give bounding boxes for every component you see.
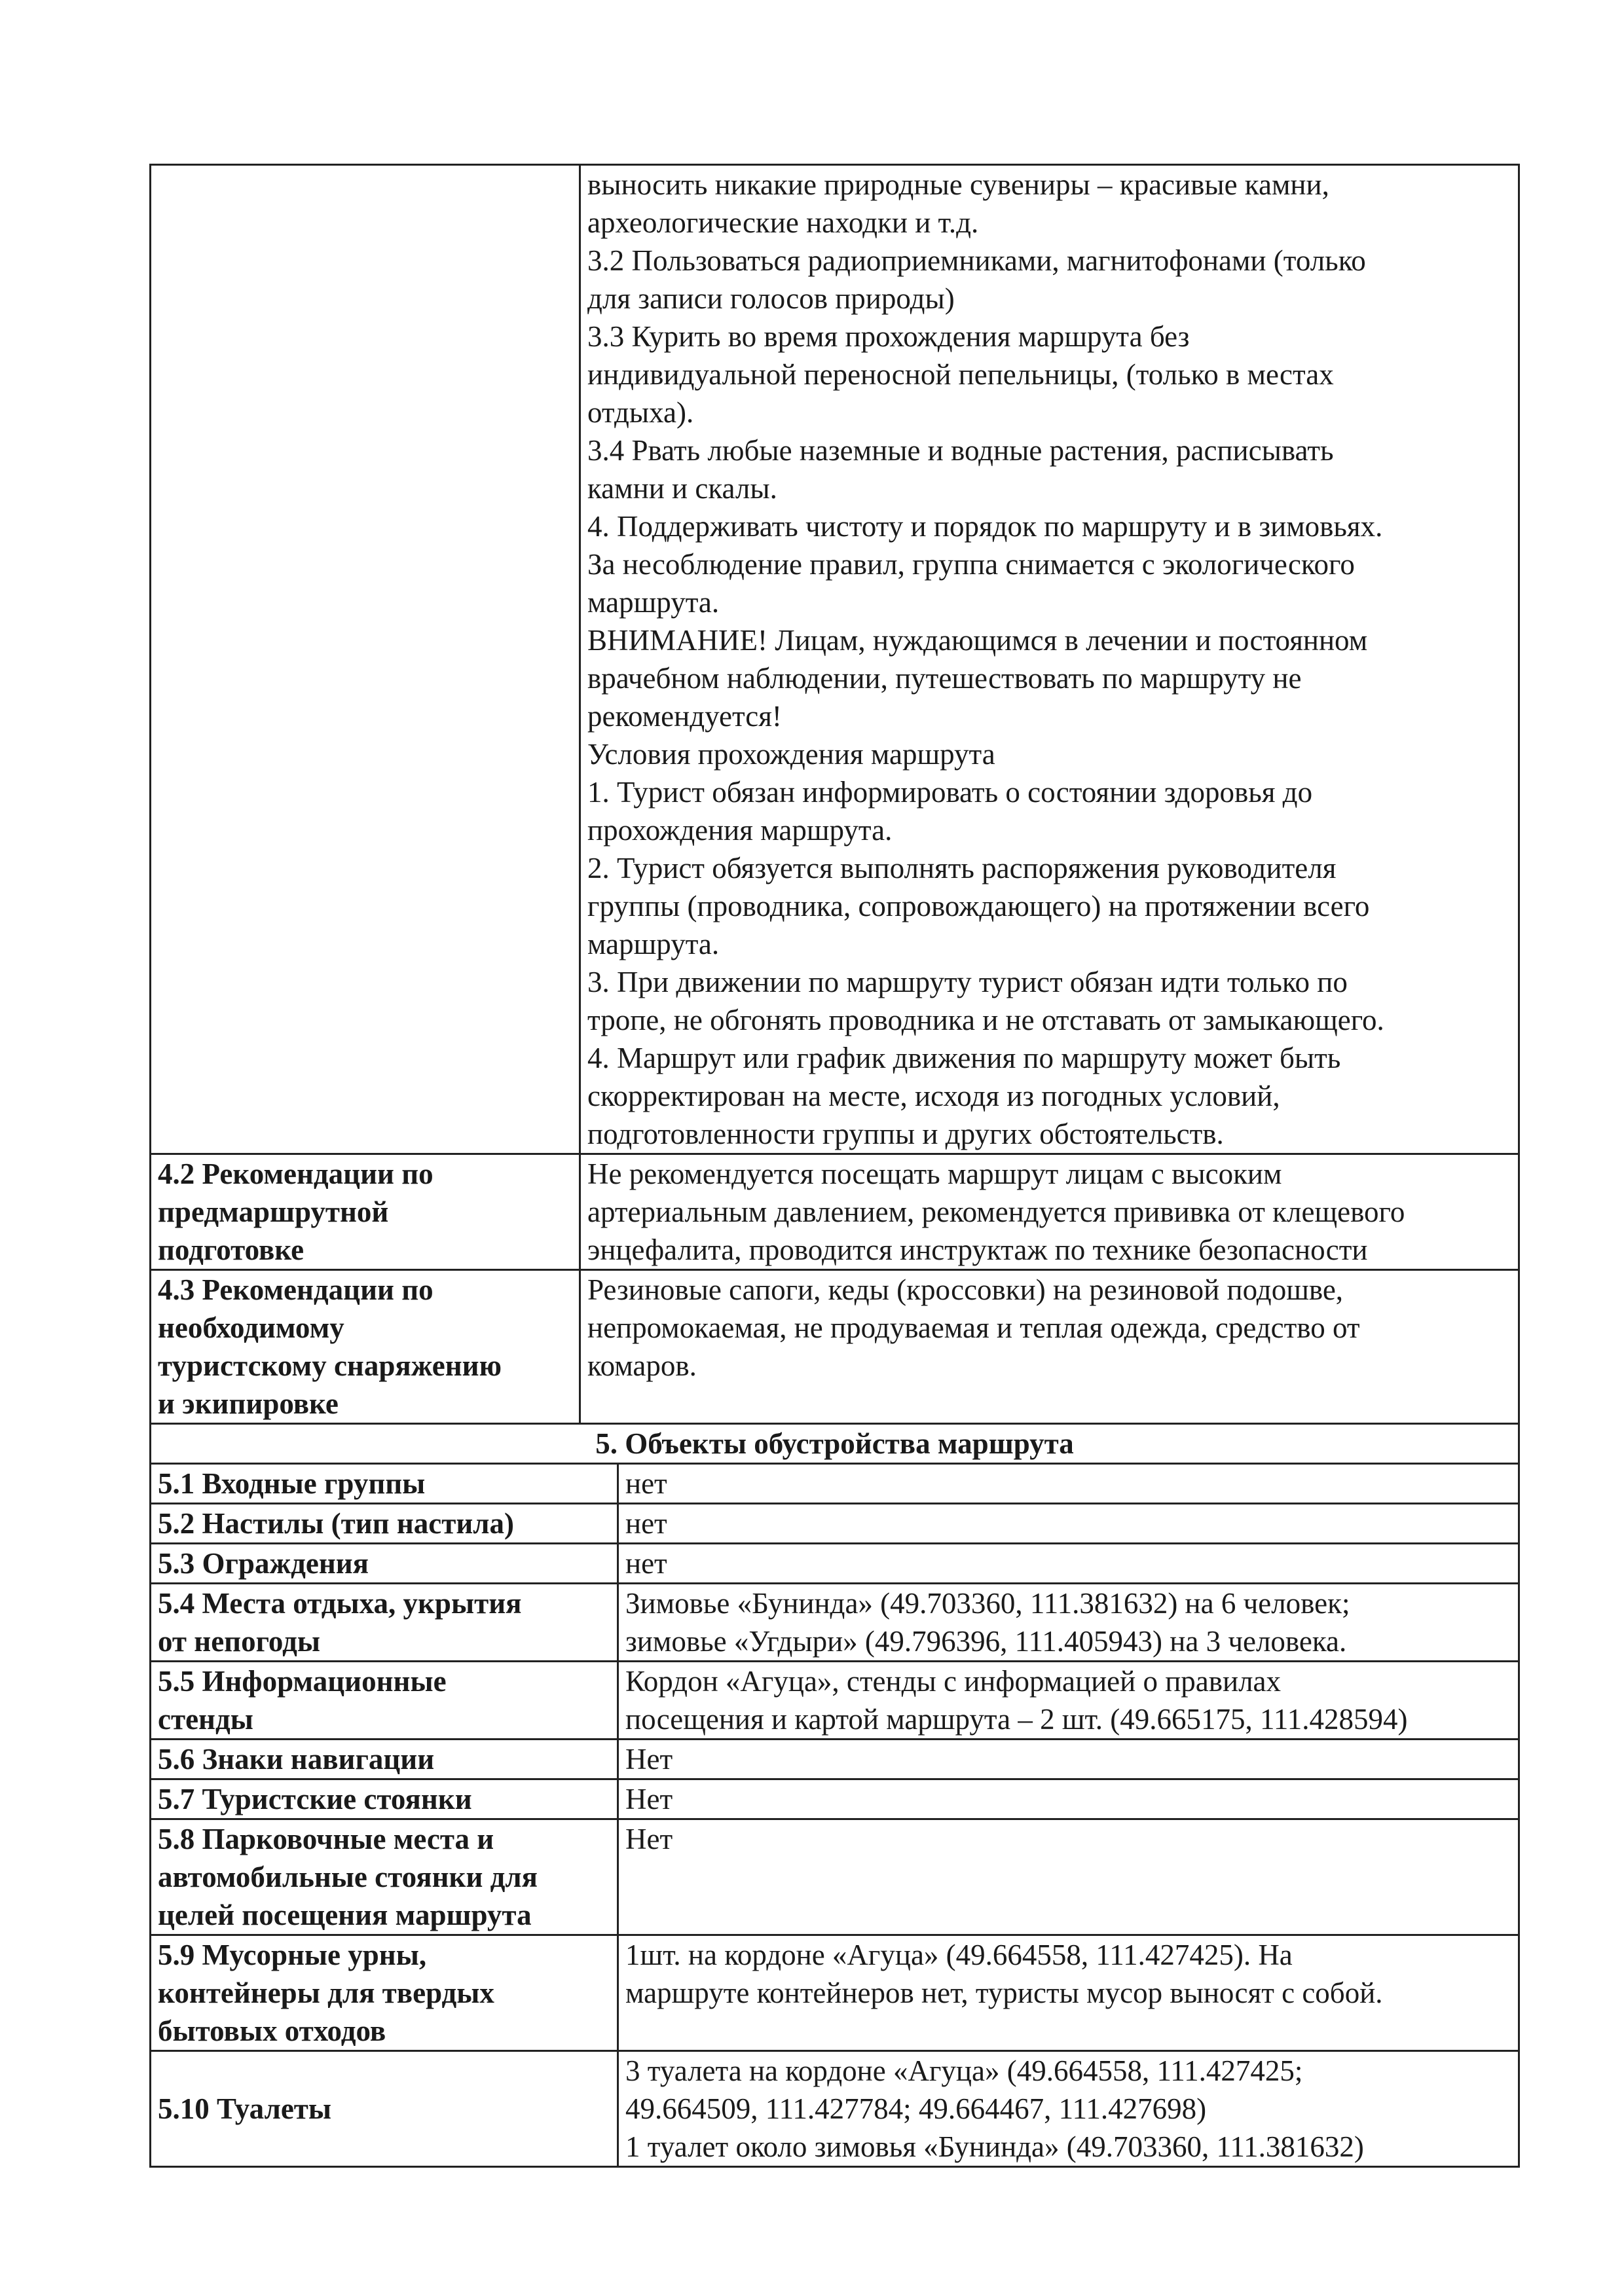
row-value-line: комаров. [587,1349,697,1382]
rules-text-line: подготовленности группы и других обстоятельств. [587,1118,1224,1150]
section5-row-label [151,1662,618,1740]
section5-row [151,1935,1519,2051]
row-label-line: 5.1 Входные группы [158,1467,426,1500]
rules-text-line: За несоблюдение правил, группа снимается с экологического [587,548,1355,581]
rules-text-line: прохождения маршрута. [587,814,893,847]
row-value-line: Нет [625,1743,673,1776]
section5-row-value [618,1740,1519,1779]
section5-row-value [618,1779,1519,1819]
rules-text-line: врачебном наблюдении, путешествовать по маршруту не [587,662,1302,695]
row-value-line: зимовье «Угдыри» (49.796396, 111.405943) на 3 человека. [625,1625,1347,1658]
row-value-line: нет [625,1467,667,1500]
row-label-line: от непогоды [158,1625,321,1658]
rules-text-line: 3. При движении по маршруту турист обязан идти только по [587,966,1348,998]
section5-rows [151,1464,1519,2167]
section5-row [151,1504,1519,1544]
row-label-line: 5.8 Парковочные места и [158,1823,494,1855]
row-label-line: 5.4 Места отдыха, укрытия [158,1587,522,1620]
row-value-line: Не рекомендуется посещать маршрут лицам с высоким [587,1157,1282,1190]
row-label-line: туристскому снаряжению [158,1349,502,1382]
section5-row-label [151,2051,618,2167]
section5-row-value [618,1935,1519,2051]
rules-text-line: 3.3 Курить во время прохождения маршрута без [587,320,1190,353]
row-label-line: 5.5 Информационные [158,1665,447,1698]
section5-row [151,1662,1519,1740]
row-4-3 [151,1270,1519,1424]
row-4-2-value [580,1154,1519,1270]
row-label-line: 5.6 Знаки навигации [158,1743,435,1776]
row-value-line: 1шт. на кордоне «Агуца» (49.664558, 111.427425). На [625,1939,1293,1971]
row-4-3-label [151,1270,580,1424]
section5-row-label [151,1779,618,1819]
row-label-line: контейнеры для твердых [158,1977,494,2009]
section5-row [151,1819,1519,1935]
rules-text-line: рекомендуется! [587,700,782,733]
section5-heading: 5. Объекты обустройства маршрута [151,1424,1519,1464]
rules-text-line: камни и скалы. [587,472,777,505]
row-value-line: непромокаемая, не продуваемая и теплая одежда, средство от [587,1311,1360,1344]
section5-row-label [151,1819,618,1935]
row-value-line: Кордон «Агуца», стенды с информацией о правилах [625,1665,1282,1698]
route-table-part4 [149,164,1520,1425]
rules-text-line: ВНИМАНИЕ! Лицам, нуждающимся в лечении и постоянном [587,624,1368,657]
section5-row-value [618,1544,1519,1584]
section5-row-value [618,1662,1519,1740]
row-label-line: необходимому [158,1311,344,1344]
rules-text-line: маршрута. [587,586,720,619]
rules-label-cell [151,165,580,1154]
row-label-line: 5.3 Ограждения [158,1547,369,1580]
rules-text-line: выносить никакие природные сувениры – красивые камни, [587,168,1329,201]
rules-text-line: для записи голосов природы) [587,282,955,315]
row-4-2-label [151,1154,580,1270]
section5-row [151,1464,1519,1504]
row-value-line: маршруте контейнеров нет, туристы мусор выносят с собой. [625,1977,1383,2009]
section5-row-label [151,1935,618,2051]
row-label-line: 5.2 Настилы (тип настила) [158,1507,514,1540]
rules-text-line: археологические находки и т.д. [587,206,979,239]
rules-text-line: тропе, не обгонять проводника и не отставать от замыкающего. [587,1004,1384,1036]
rules-text-line: Условия прохождения маршрута [587,738,995,771]
section5-row-label [151,1504,618,1544]
row-value-line: 1 туалет около зимовья «Бунинда» (49.703360, 111.381632) [625,2130,1364,2163]
row-value-line: посещения и картой маршрута – 2 шт. (49.665175, 111.428594) [625,1703,1408,1736]
section5-row [151,1584,1519,1662]
rules-text-line: отдыха). [587,396,694,429]
row-label-line: бытовых отходов [158,2014,386,2047]
section5-row [151,2051,1519,2167]
rules-text-line: 3.2 Пользоваться радиоприемниками, магнитофонами (только [587,244,1366,277]
row-label-line: 5.10 Туалеты [158,2092,332,2125]
section5-row [151,1779,1519,1819]
row-value-line: нет [625,1507,667,1540]
rules-text-line: маршрута. [587,928,720,960]
section5-heading-row [151,1424,1519,1464]
section5-row [151,1544,1519,1584]
row-value-line: Зимовье «Бунинда» (49.703360, 111.381632) на 6 человек; [625,1587,1350,1620]
section5-row-label [151,1544,618,1584]
row-value-line: Нет [625,1823,673,1855]
row-label-line: стенды [158,1703,253,1736]
row-label-line: и экипировке [158,1387,339,1420]
rules-text-line: 2. Турист обязуется выполнять распоряжения руководителя [587,852,1337,884]
row-4-3-value [580,1270,1519,1424]
rules-text-line: 3.4 Рвать любые наземные и водные растения, расписывать [587,434,1334,467]
row-label-line: 5.7 Туристские стоянки [158,1783,472,1815]
row-label-line: целей посещения маршрута [158,1899,532,1931]
section5-row-label [151,1464,618,1504]
document-page [149,164,1518,2168]
row-label-line: предмаршрутной [158,1195,389,1228]
section5-row-value [618,1584,1519,1662]
rules-text-line: группы (проводника, сопровождающего) на протяжении всего [587,890,1370,922]
rules-text-line: скорректирован на месте, исходя из погодных условий, [587,1080,1280,1112]
row-label-line: 5.9 Мусорные урны, [158,1939,427,1971]
section5-row-label [151,1584,618,1662]
section5-row [151,1740,1519,1779]
route-table-section5 [149,1423,1520,2168]
section5-row-value [618,1504,1519,1544]
row-label-line: автомобильные стоянки для [158,1861,538,1893]
row-value-line: энцефалита, проводится инструктаж по технике безопасности [587,1233,1368,1266]
section5-row-value [618,1464,1519,1504]
rules-text-line: 1. Турист обязан информировать о состоянии здоровья до [587,776,1313,809]
rules-text-cell [580,165,1519,1154]
rules-row [151,165,1519,1154]
rules-text-line: индивидуальной переносной пепельницы, (только в местах [587,358,1334,391]
section5-row-label [151,1740,618,1779]
row-label-line: 4.3 Рекомендации по [158,1273,434,1306]
row-value-line: Нет [625,1783,673,1815]
row-label-line: подготовке [158,1233,304,1266]
rules-text-line: 4. Маршрут или график движения по маршруту может быть [587,1042,1341,1074]
row-value-line: нет [625,1547,667,1580]
row-4-2 [151,1154,1519,1270]
section5-row-value [618,2051,1519,2167]
rules-text-line: 4. Поддерживать чистоту и порядок по маршруту и в зимовьях. [587,510,1383,543]
row-value-line: 3 туалета на кордоне «Агуца» (49.664558, 111.427425; [625,2054,1303,2087]
row-value-line: 49.664509, 111.427784; 49.664467, 111.427698) [625,2092,1207,2125]
row-value-line: Резиновые сапоги, кеды (кроссовки) на резиновой подошве, [587,1273,1344,1306]
section5-row-value [618,1819,1519,1935]
row-label-line: 4.2 Рекомендации по [158,1157,434,1190]
row-value-line: артериальным давлением, рекомендуется прививка от клещевого [587,1195,1405,1228]
